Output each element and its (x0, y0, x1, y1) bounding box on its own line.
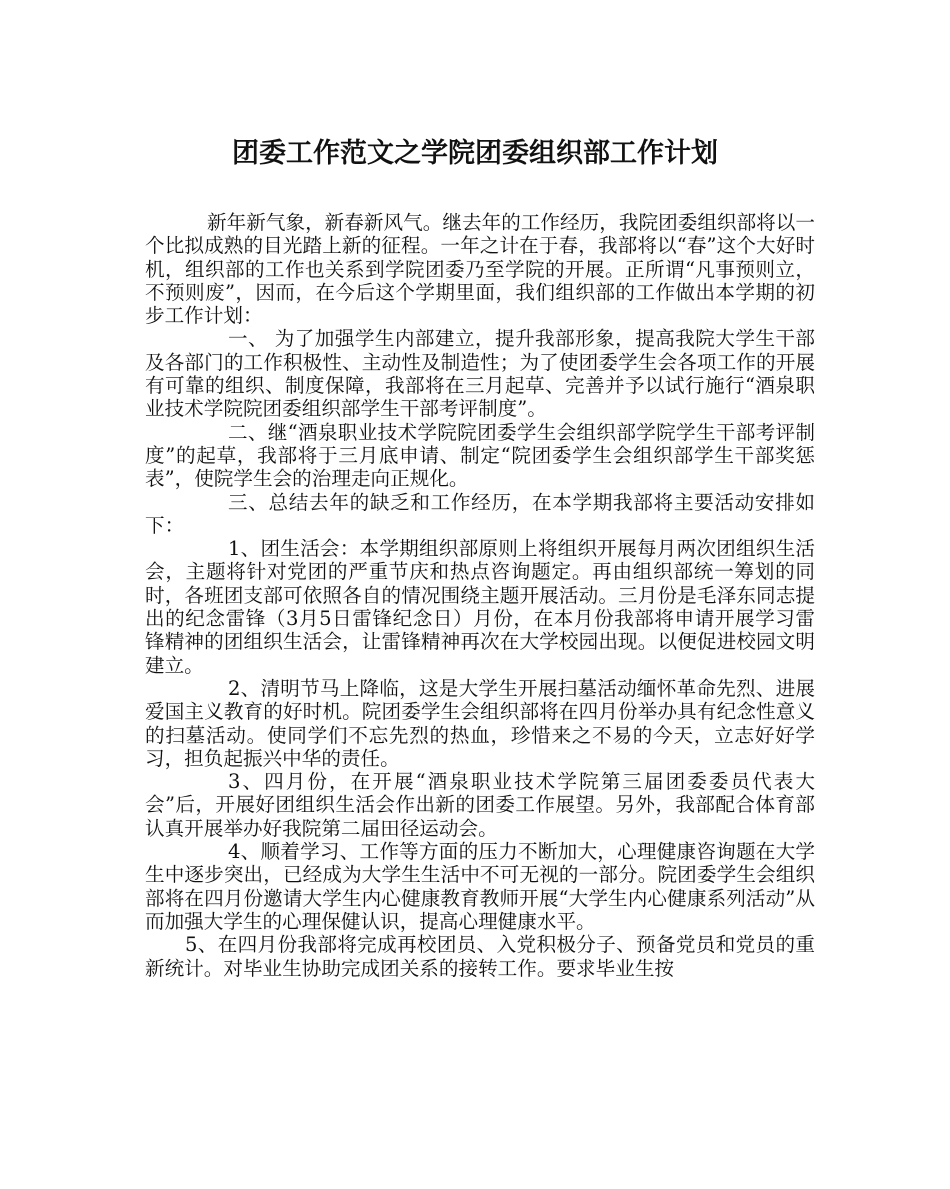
paragraph-item-1: 一、 为了加强学生内部建立，提升我部形象，提高我院大学生干部及各部门的工作积极性、主动性及制造性；为了使团委学生会各项工作的开展有可靠的组织、制度保障，我部将在三月起草、完善并予以试行施行“酒泉职业技术学院院团委组织部学生干部考评制度”。 (145, 327, 815, 421)
paragraph-subitem-1: 1、团生活会：本学期组织部原则上将组织开展每月两次团组织生活会，主题将针对党团的严重节庆和热点咨询题定。再由组织部统一筹划的同时，各班团支部可依照各自的情况围绕主题开展活动。三月份是毛泽东同志提出的纪念雷锋（3月5日雷锋纪念日）月份，在本月份我部将申请开展学习雷锋精神的团组织生活会，让雷锋精神再次在大学校园出现。以便促进校园文明建立。 (145, 537, 815, 677)
document-title: 团委工作范文之学院团委组织部工作计划 (232, 138, 718, 169)
paragraph-item-3: 三、总结去年的缺乏和工作经历，在本学期我部将主要活动安排如下： (145, 490, 815, 537)
paragraph-intro: 新年新气象，新春新风气。继去年的工作经历，我院团委组织部将以一个比拟成熟的目光踏上新的征程。一年之计在于春，我部将以“春”这个大好时机，组织部的工作也关系到学院团委乃至学院的开展。正所谓“凡事预则立，不预则废”，因而，在今后这个学期里面，我们组织部的工作做出本学期的初步工作计划： (145, 211, 815, 328)
paragraph-subitem-3: 3、四月份，在开展“酒泉职业技术学院第三届团委委员代表大会”后，开展好团组织生活会作出新的团委工作展望。另外，我部配合体育部认真开展举办好我院第二届田径运动会。 (145, 770, 815, 840)
paragraph-subitem-5: 5、在四月份我部将完成再校团员、入党积极分子、预备党员和党员的重新统计。对毕业生协助完成团关系的接转工作。要求毕业生按 (145, 933, 815, 980)
paragraph-item-2: 二、继“酒泉职业技术学院院团委学生会组织部学院学生干部考评制度”的起草，我部将于三月底申请、制定“院团委学生会组织部学生干部奖惩表”，使院学生会的治理走向正规化。 (145, 420, 815, 491)
document-body (145, 211, 815, 980)
paragraph-subitem-4: 4、顺着学习、工作等方面的压力不断加大，心理健康咨询题在大学生中逐步突出，已经成为大学生生活中不可无视的一部分。院团委学生会组织部将在四月份邀请大学生内心健康教育教师开展“大学生内心健康系列活动”从而加强大学生的心理保健认识，提高心理健康水平。 (145, 840, 815, 933)
paragraph-subitem-2: 2、清明节马上降临，这是大学生开展扫墓活动缅怀革命先烈、进展爱国主义教育的好时机。院团委学生会组织部将在四月份举办具有纪念性意义的扫墓活动。使同学们不忘先烈的热血，珍惜来之不易的今天，立志好好学习，担负起振兴中华的责任。 (145, 676, 815, 770)
